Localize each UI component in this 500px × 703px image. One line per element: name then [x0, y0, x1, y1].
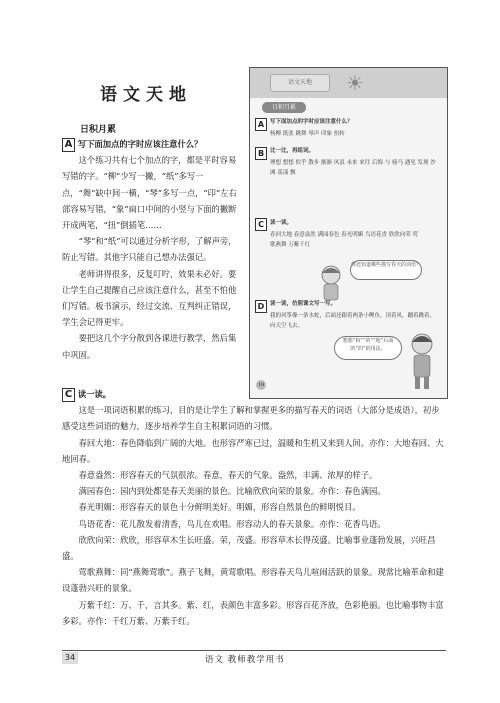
- inset-a-words: 杨柳 纸张 跳舞 琴声 印象 扭转: [270, 131, 345, 137]
- inset-page-number: 18: [257, 382, 265, 388]
- inset-banner: [250, 68, 447, 98]
- inset-subtab: 日积月累: [262, 102, 306, 113]
- part-c-line: 满园春色：园内到处都是春天美丽的景色。比喻欣欣向荣的景象。亦作：春色满园。: [78, 486, 386, 497]
- inset-b-heading: 比一比，再组词。: [270, 148, 315, 154]
- girl-illustration: [316, 263, 346, 303]
- inset-tag-a: A: [255, 118, 267, 131]
- inset-tag-b: B: [255, 147, 267, 160]
- part-a-line: 要把这几个字分散到各课进行教学，然后集中巩固。: [62, 333, 237, 360]
- part-c-line: 欣欣向荣：欣欣，形容草木生长旺盛。荣，茂盛。形容草木长得茂盛。比喻事业蓬勃发展，兴旺昌盛。: [62, 534, 436, 562]
- inset-tab: 语文天地: [270, 74, 330, 92]
- page-title: 语文天地: [100, 85, 192, 105]
- inset-d-text: 我的风筝像一条水蛇，后面还跟着两条小鲤鱼，顶着风，蹦着跳着，向天空飞去。: [270, 313, 436, 329]
- part-c-line: 这是一项词语积累的练习，目的是让学生了解和掌握更多的描写春天的词语（大部分是成语），初步感受这些词语的魅力，逐步培养学生自主积累词语的习惯。: [62, 405, 440, 432]
- part-a-tag: A: [62, 138, 75, 152]
- page-number: 34: [62, 652, 78, 664]
- sun-icon: ☀: [346, 71, 364, 95]
- part-a-line: 这个练习共有七个加点的字，都是平时容易写错的字。“柳”少写一撇，“纸”多写一点，“舞”缺中间一横，“琴”多写一点，“印”左右部容易写错，“象”扁口中间的小竖与下面的撇断开成两笔，“扭”倒插笔……: [62, 155, 237, 231]
- part-a: [62, 136, 240, 363]
- inset-d-heading: 读一读，仿照课文写一写。: [270, 301, 337, 307]
- speech-bubble-2: 想想“和”“的”“地”后面的“的”的用法。: [334, 336, 402, 360]
- part-c-heading: [62, 386, 446, 402]
- footer-rule: [62, 650, 446, 651]
- part-c-tag: C: [62, 388, 75, 402]
- part-a-line: 老师讲得很多，反复叮咛，效果未必好。要让学生自己提醒自己应该注意什么，甚至不怕他们写错。板书演示，经过交流、互判纠正错误，学生会记得更牢。: [62, 268, 237, 328]
- part-c-line: 鸟语花香：花儿散发着清香，鸟儿在欢唱。形容动人的春天景象。亦作：花香鸟语。: [78, 518, 386, 529]
- inset-c-heading: 读一读。: [270, 220, 293, 226]
- part-c-line: 春意盎然：形容春天的气氛很浓。春意，春天的气象。盎然，丰满、浓厚的样子。: [78, 470, 378, 481]
- student-page-image: [249, 67, 448, 399]
- part-c-line: 春光明媚：形容春天的景色十分鲜明美好。明媚，形容自然景色的鲜明悦目。: [78, 502, 361, 513]
- speech-bubble-1: 你还知道哪些描写春天的词语？: [350, 260, 422, 280]
- part-a-line: “琴”和“纸”可以通过分析字形，了解声旁，防止写错。其他字只能自己想办法强记。: [62, 236, 237, 263]
- part-c-line: 万紫千红：万、千，言其多。紫、红，表颜色丰富多彩。形容百花齐放，色彩艳丽。也比喻事物丰富多彩。亦作：千红万紫、万紫千红。: [62, 599, 444, 626]
- part-c-title: 读一读。: [77, 389, 112, 399]
- part-c-line: 莺歌燕舞：同“燕舞莺歌”。燕子飞舞，黄莺歌唱。形容春天鸟儿喧闹活跃的景象。现常比喻革命和建设蓬勃兴旺的景象。: [62, 567, 444, 594]
- boy-illustration: [404, 330, 440, 392]
- inset-a-heading: 写下面加点的字时应该注意什么？: [270, 119, 353, 125]
- part-a-title: 写下面加点的字时应该注意什么？: [77, 139, 203, 149]
- part-c-line: 春回大地：春色降临到广阔的大地。也形容严寒已过，温暖和生机又来到人间。亦作：大地春回、大地回春。: [62, 437, 444, 464]
- part-a-heading: [62, 136, 240, 152]
- footer-text: 语文 教师教学用书: [205, 655, 285, 665]
- inset-b-words: 理想 想想 似乎 散步 渐渐 风浪 未来 来往 后悔 与 骑马 遇见 发现 沙滩 荡漾 飘: [270, 160, 436, 176]
- inset-tag-d: D: [255, 300, 267, 313]
- section-heading: 日积月累: [80, 125, 117, 135]
- inset-tag-c: C: [255, 218, 267, 231]
- inset-c-words: 春回大地 春意盎然 满园春色 春光明媚 鸟语花香 欣欣向荣 莺歌燕舞 万紫千红: [270, 232, 418, 248]
- part-c: [62, 386, 446, 629]
